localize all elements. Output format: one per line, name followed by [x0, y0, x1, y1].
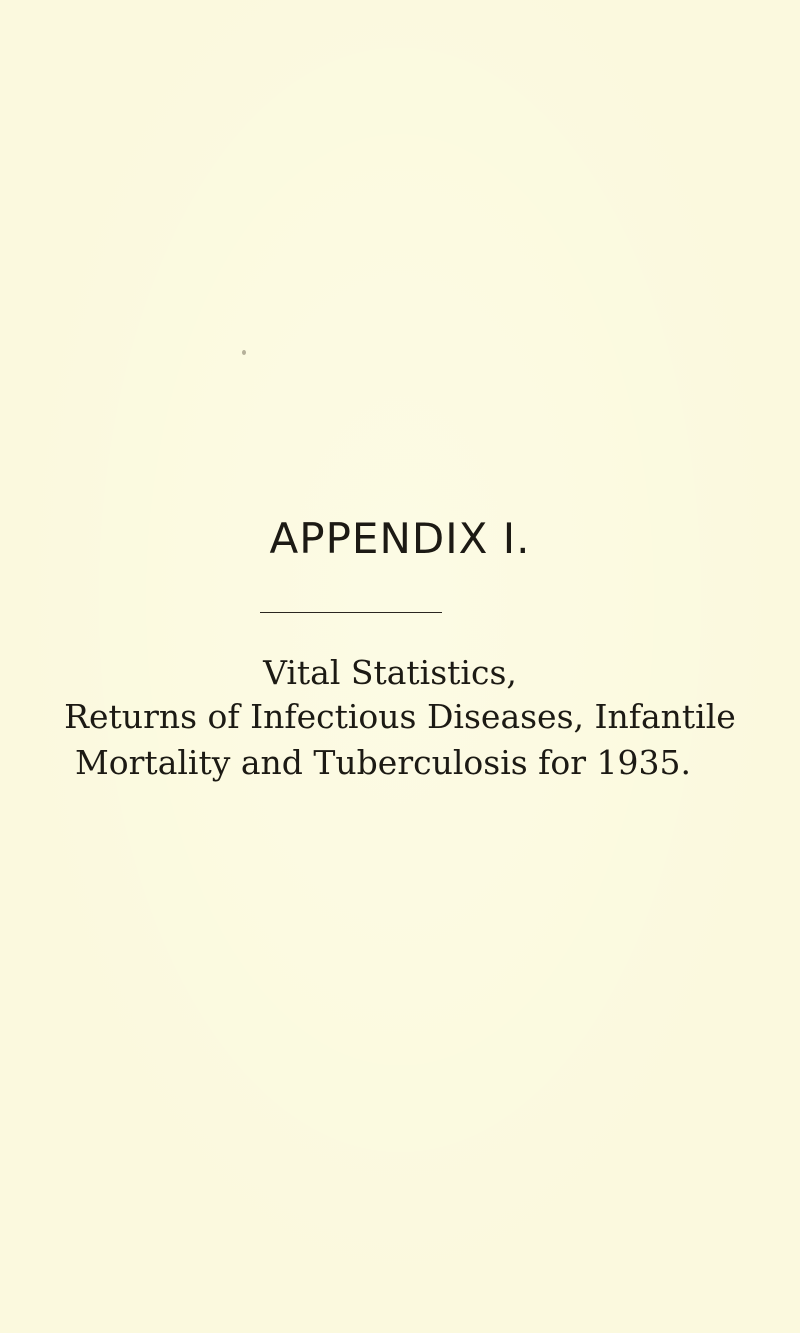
subtitle-line-2: Returns of Infectious Diseases, Infantile: [64, 697, 736, 736]
paper-speck: [242, 350, 246, 355]
subtitle-line-3: Mortality and Tuberculosis for 1935.: [75, 743, 691, 782]
divider-rule: [260, 612, 442, 613]
appendix-heading: APPENDIX I.: [269, 514, 531, 563]
subtitle-line-1: Vital Statistics,: [263, 653, 517, 692]
